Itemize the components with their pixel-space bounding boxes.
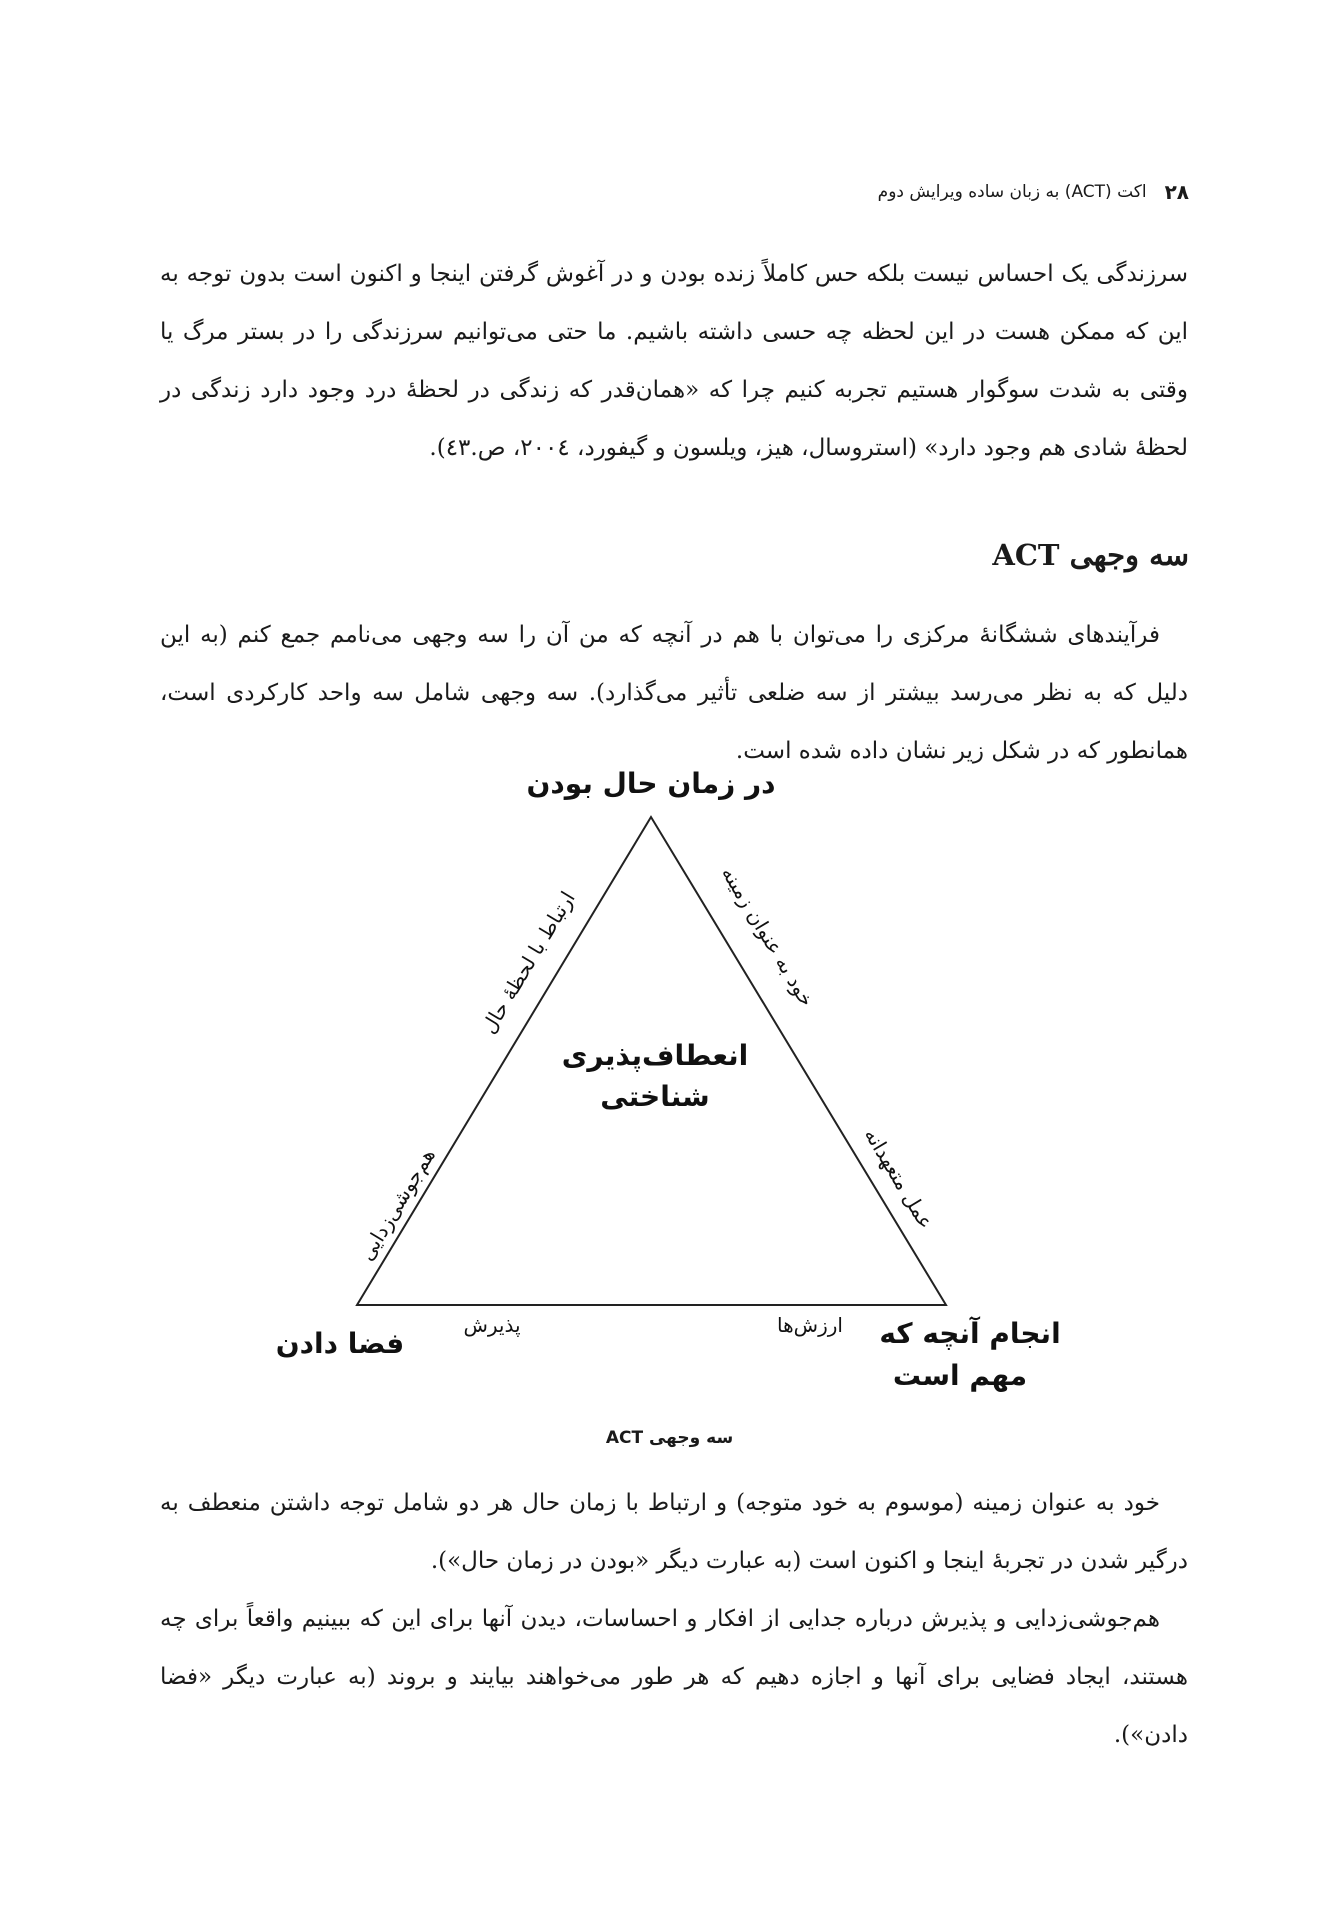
paragraph-being-present: خود به عنوان زمینه (موسوم به خود متوجه) و ارتباط با زمان حال هر دو شامل توجه داشتن منعطف به درگیر شدن در تجربهٔ اینجا و اکنون است (به عبارت دیگر «بودن در زمان حال»). <box>160 1490 1188 1574</box>
base-label-acceptance: پذیرش <box>463 1313 521 1337</box>
paragraph-opening-up: هم‌جوشی‌زدایی و پذیرش درباره جدایی از افکار و احساسات، دیدن آنها برای این که ببینیم واقعاً برای چه هستند، ایجاد فضایی برای آنها و اجازه دهیم که هر طور می‌خواهند بیایند و بروند (به عبارت دیگر «فضا دادن»). <box>160 1606 1188 1748</box>
base-label-values: ارزش‌ها <box>777 1313 843 1337</box>
side-label-defusion: هم‌جوشی‌زدایی <box>354 1144 440 1265</box>
section-heading: سه وجهی ACT <box>992 538 1189 572</box>
side-label-contact-present: ارتباط با لحظهٔ حال <box>476 887 580 1038</box>
center-label-line-1: انعطاف‌پذیری <box>561 1039 749 1072</box>
figure-caption: سه وجهی ACT <box>605 1428 734 1448</box>
vertex-opening-up: فضا دادن <box>275 1327 405 1360</box>
vertex-present-moment: در زمان حال بودن <box>526 767 776 800</box>
center-label-line-2: شناختی <box>600 1080 710 1113</box>
running-title: اکت (ACT) به زبان ساده ویرایش دوم <box>877 182 1147 202</box>
side-label-self-as-context: خود به عنوان زمینه <box>716 862 820 1011</box>
paragraph-triflex-intro: فرآیندهای ششگانهٔ مرکزی را می‌توان با هم در آنچه که من آن را سه وجهی می‌نامم جمع کنم (به این دلیل که به نظر می‌رسد بیشتر از سه ضلعی تأثیر می‌گذارد). سه وجهی شامل سه واحد کارکردی است، همانطور که در شکل زیر نشان داده شده است. <box>160 622 1188 764</box>
page-number: ۲۸ <box>1164 180 1189 204</box>
vertex-doing-what-matters-line-2: مهم است <box>892 1359 1028 1392</box>
vertex-doing-what-matters-line-1: انجام آنچه که <box>879 1317 1061 1350</box>
side-label-committed-action: عمل متعهدانه <box>859 1123 939 1233</box>
paragraph-vitality: سرزندگی یک احساس نیست بلکه حس کاملاً زنده بودن و در آغوش گرفتن اینجا و اکنون است بدون توجه به این که ممکن هست در این لحظه چه حسی داشته باشیم. ما حتی می‌توانیم سرزندگی را در بستر مرگ یا وقتی به شدت سوگوار هستیم تجربه کنیم چرا که «همان‌قدر که زندگی در لحظهٔ درد وجود دارد زندگی در لحظهٔ شادی هم وجود دارد» (استروسال، هیز، ویلسون و گیفورد، ۲۰۰٤، ص.٤۳). <box>160 261 1188 461</box>
